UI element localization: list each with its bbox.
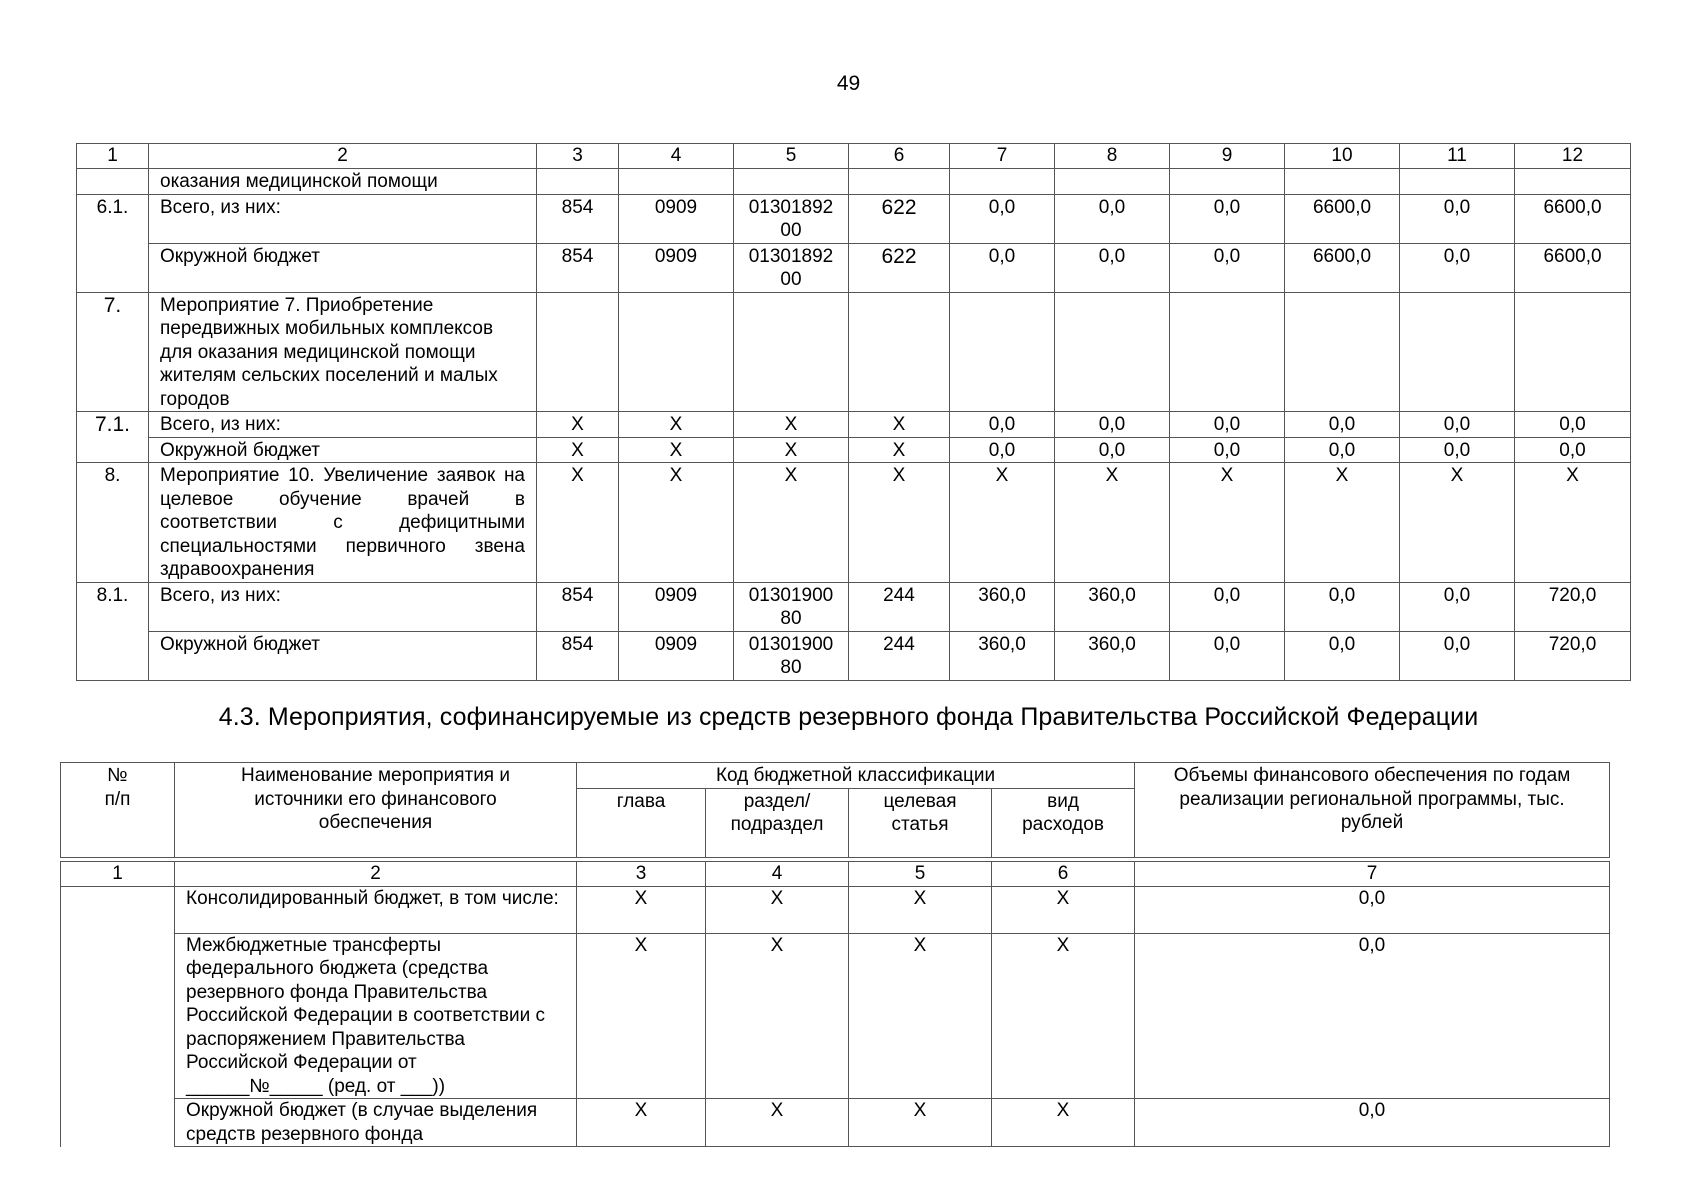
cell: 0,0 [1170, 194, 1285, 243]
cell: 0909 [619, 194, 734, 243]
table-row [61, 886, 1610, 933]
table-row [61, 1099, 1610, 1147]
table-row [77, 631, 1631, 680]
header-cell: 10 [1285, 144, 1400, 169]
cell: X [706, 886, 849, 933]
cell: 0,0 [1400, 194, 1515, 243]
cell: 0,0 [1400, 243, 1515, 292]
cell: X [992, 886, 1135, 933]
table-row [77, 437, 1631, 463]
cell: 0,0 [1170, 582, 1285, 631]
cell: 01301900 80 [734, 582, 849, 631]
index-cell: 7 [1135, 862, 1610, 887]
header-cell: 8 [1055, 144, 1170, 169]
cell: X [734, 412, 849, 438]
cell: 0,0 [1285, 437, 1400, 463]
cell: 622 [849, 194, 950, 243]
cell: X [537, 437, 619, 463]
cell: 0,0 [950, 194, 1055, 243]
cell: 244 [849, 582, 950, 631]
header-cell: 3 [537, 144, 619, 169]
cell: 01301900 80 [734, 631, 849, 680]
cell: 0,0 [1170, 412, 1285, 438]
cell: 0,0 [1285, 631, 1400, 680]
cell: X [619, 463, 734, 583]
row-number: 6.1. [77, 194, 149, 292]
row-name-tail: ______№_____ (ред. от ___)) [186, 1075, 446, 1097]
cell: X [706, 1099, 849, 1147]
cell: X [992, 1099, 1135, 1147]
row-name: Мероприятие 10. Увеличение заявок на целевое обучение врачей в соответствии с дефицитными специальностями первичного звена здравоохранения [149, 463, 537, 583]
cell: X [537, 463, 619, 583]
cell: 6600,0 [1515, 194, 1631, 243]
cell: 6600,0 [1515, 243, 1631, 292]
cell: X [1400, 463, 1515, 583]
row-name: Окружной бюджет [149, 243, 537, 292]
cell: 0,0 [1400, 631, 1515, 680]
col-code-group-header: Код бюджетной классификации [577, 763, 1135, 789]
cell: 0,0 [1135, 1099, 1610, 1147]
cell: X [537, 412, 619, 438]
table-row [77, 243, 1631, 292]
continuation-text: оказания медицинской помощи [149, 169, 537, 195]
cell: X [1515, 463, 1631, 583]
table-index-row [61, 862, 1610, 887]
col-volume-header: Объемы финансового обеспечения по годам реализации региональной программы, тыс. рублей [1135, 763, 1610, 858]
cell: X [849, 933, 992, 1099]
table-row [77, 412, 1631, 438]
cell: 0909 [619, 631, 734, 680]
reserve-fund-table-body [60, 861, 1610, 1147]
cell: X [849, 412, 950, 438]
cell: 854 [537, 582, 619, 631]
cell: 0,0 [1170, 243, 1285, 292]
budget-table-continued [76, 143, 1631, 681]
cell: 720,0 [1515, 582, 1631, 631]
cell: X [734, 437, 849, 463]
row-number: 7. [77, 292, 149, 412]
table-row [77, 582, 1631, 631]
cell: 0,0 [1135, 886, 1610, 933]
header-cell: 7 [950, 144, 1055, 169]
cell: 6600,0 [1285, 243, 1400, 292]
row-name: Всего, из них: [149, 194, 537, 243]
cell: 244 [849, 631, 950, 680]
cell: 360,0 [950, 582, 1055, 631]
index-cell: 5 [849, 862, 992, 887]
cell: X [577, 886, 706, 933]
header-cell: 11 [1400, 144, 1515, 169]
cell: 720,0 [1515, 631, 1631, 680]
col-number-header: № п/п [61, 763, 175, 858]
cell: 0909 [619, 243, 734, 292]
cell: X [706, 933, 849, 1099]
cell: 0,0 [1400, 412, 1515, 438]
cell: 6600,0 [1285, 194, 1400, 243]
table-row [77, 169, 1631, 195]
cell: 854 [537, 194, 619, 243]
row-name: Консолидированный бюджет, в том числе: [175, 886, 577, 933]
cell: 0,0 [1285, 412, 1400, 438]
row-name [175, 933, 577, 1099]
row-name: Окружной бюджет [149, 631, 537, 680]
header-cell: 4 [619, 144, 734, 169]
cell: 01301892 00 [734, 194, 849, 243]
header-cell: 5 [734, 144, 849, 169]
cell: X [1055, 463, 1170, 583]
cell: 0,0 [1170, 437, 1285, 463]
cell: 0,0 [1515, 412, 1631, 438]
table-row [77, 292, 1631, 412]
row-name: Всего, из них: [149, 412, 537, 438]
cell: X [849, 463, 950, 583]
cell: 360,0 [1055, 631, 1170, 680]
col-celevaya-header: целевая статья [849, 788, 992, 857]
col-vid-header: вид расходов [992, 788, 1135, 857]
header-cell: 6 [849, 144, 950, 169]
row-name: Всего, из них: [149, 582, 537, 631]
cell: 0,0 [1285, 582, 1400, 631]
cell: 0,0 [950, 437, 1055, 463]
row-name: Мероприятие 7. Приобретение передвижных мобильных комплексов для оказания медицинской помощи жителям сельских поселений и малых городов [149, 292, 537, 412]
cell: X [992, 933, 1135, 1099]
cell: 622 [849, 243, 950, 292]
col-name-header: Наименование мероприятия и источники его финансового обеспечения [175, 763, 577, 858]
row-number: 7.1. [77, 412, 149, 463]
cell: X [1170, 463, 1285, 583]
cell: X [950, 463, 1055, 583]
cell: 0,0 [1515, 437, 1631, 463]
cell: X [577, 933, 706, 1099]
cell: 0,0 [1055, 412, 1170, 438]
cell: 0,0 [1135, 933, 1610, 1099]
cell: 0,0 [1055, 243, 1170, 292]
header-cell: 2 [149, 144, 537, 169]
cell: X [849, 1099, 992, 1147]
table-row [61, 933, 1610, 1099]
header-cell: 1 [77, 144, 149, 169]
index-cell: 2 [175, 862, 577, 887]
cell: 0,0 [1170, 631, 1285, 680]
cell: 0,0 [950, 412, 1055, 438]
cell: 0,0 [1400, 437, 1515, 463]
index-cell: 3 [577, 862, 706, 887]
table-header-row [77, 144, 1631, 169]
cell: X [849, 886, 992, 933]
row-number: 8. [77, 463, 149, 583]
table-row [77, 194, 1631, 243]
cell: 854 [537, 631, 619, 680]
reserve-fund-table-header [60, 762, 1610, 858]
cell: 360,0 [950, 631, 1055, 680]
index-cell: 4 [706, 862, 849, 887]
cell: 0909 [619, 582, 734, 631]
cell: X [619, 412, 734, 438]
col-glava-header: глава [577, 788, 706, 857]
page-number: 49 [836, 72, 861, 95]
cell: 0,0 [1400, 582, 1515, 631]
row-name-text: Межбюджетные трансферты федерального бюджета (средства резервного фонда Правительства Российской Федерации в соответствии с распоряжением Правительства Российской Федерации от [186, 934, 545, 1073]
cell: X [619, 437, 734, 463]
index-cell: 6 [992, 862, 1135, 887]
cell: X [577, 1099, 706, 1147]
cell: 854 [537, 243, 619, 292]
section-title: 4.3. Мероприятия, софинансируемые из средств резервного фонда Правительства Российской Федерации [218, 703, 1479, 731]
row-number: 8.1. [77, 582, 149, 680]
row-name: Окружной бюджет [149, 437, 537, 463]
row-name: Окружной бюджет (в случае выделения средств резервного фонда [175, 1099, 577, 1147]
cell: X [1285, 463, 1400, 583]
col-razdel-header: раздел/ подраздел [706, 788, 849, 857]
index-cell: 1 [61, 862, 175, 887]
cell: 0,0 [1055, 437, 1170, 463]
cell: 0,0 [1055, 194, 1170, 243]
cell: 01301892 00 [734, 243, 849, 292]
cell: X [849, 437, 950, 463]
table-row [77, 463, 1631, 583]
cell: 360,0 [1055, 582, 1170, 631]
cell: X [734, 463, 849, 583]
header-cell: 12 [1515, 144, 1631, 169]
header-cell: 9 [1170, 144, 1285, 169]
cell: 0,0 [950, 243, 1055, 292]
